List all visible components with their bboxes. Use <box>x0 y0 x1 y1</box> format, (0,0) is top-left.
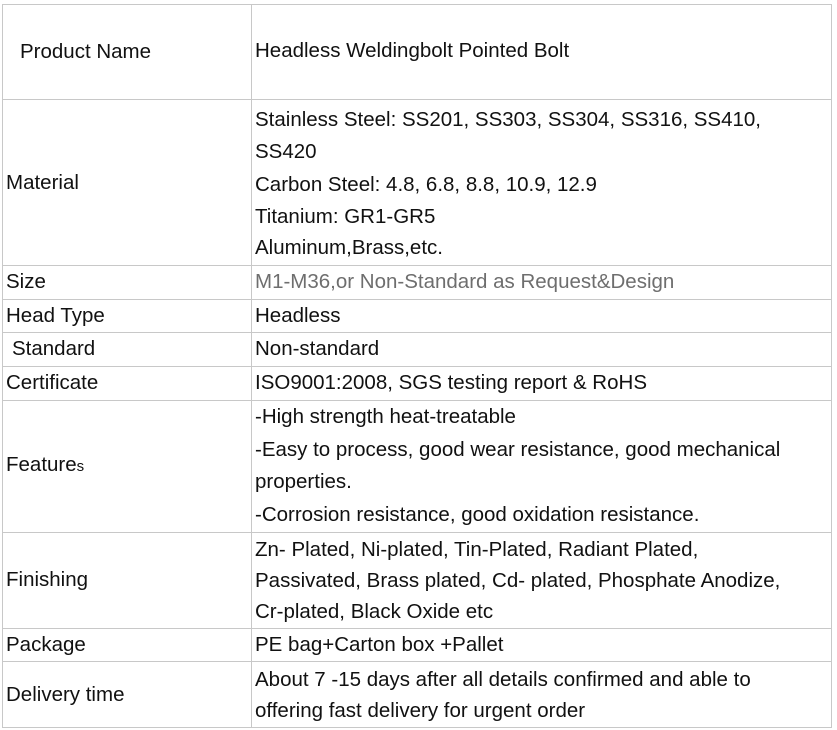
value-line: Passivated, Brass plated, Cd- plated, Phosphate Anodize, <box>255 568 781 592</box>
label-text: Material <box>6 170 79 194</box>
value-line: -High strength heat-treatable <box>255 405 516 428</box>
value-line: PE bag+Carton box +Pallet <box>255 632 504 656</box>
value-line: Headless <box>255 303 341 327</box>
value-line: -Corrosion resistance, good oxidation resistance. <box>255 502 700 526</box>
value-line: Headless Weldingbolt Pointed Bolt <box>255 39 570 62</box>
row-value <box>252 266 832 300</box>
row-value <box>252 628 832 662</box>
label-text: Standard <box>12 337 96 361</box>
label-text: Head Type <box>6 303 105 327</box>
value-line: offering fast delivery for urgent order <box>255 698 586 722</box>
table-row <box>3 100 832 266</box>
row-label <box>3 400 252 532</box>
table-row <box>3 628 832 662</box>
row-value <box>252 662 832 728</box>
value-line: -Easy to process, good wear resistance, good mechanical <box>255 437 781 461</box>
row-value <box>252 366 832 400</box>
value-line: Stainless Steel: SS201, SS303, SS304, SS316, SS410, <box>255 107 762 131</box>
row-label <box>3 366 252 400</box>
row-label <box>3 266 252 300</box>
row-value <box>252 5 832 100</box>
label-text: Size <box>6 270 46 294</box>
value-line: properties. <box>255 470 352 493</box>
row-label <box>3 628 252 662</box>
table-row <box>3 299 832 333</box>
value-line: Carbon Steel: 4.8, 6.8, 8.8, 10.9, 12.9 <box>255 172 597 196</box>
label-suffix: s <box>76 458 85 475</box>
table-row <box>3 366 832 400</box>
value-line: Zn- Plated, Ni-plated, Tin-Plated, Radiant Plated, <box>255 537 699 561</box>
value-line: Aluminum,Brass,etc. <box>255 235 443 259</box>
value-line: ISO9001:2008, SGS testing report & RoHS <box>255 370 647 394</box>
row-value <box>252 299 832 333</box>
value-line: SS420 <box>255 140 317 163</box>
table-row <box>3 333 832 367</box>
label-text: Certificate <box>6 371 99 394</box>
row-label <box>3 333 252 367</box>
label-text: Package <box>6 632 86 656</box>
value-line: About 7 -15 days after all details confirmed and able to <box>255 667 751 691</box>
value-line: Cr-plated, Black Oxide etc <box>255 599 494 623</box>
table-row <box>3 532 832 628</box>
row-value <box>252 532 832 628</box>
label-text: Delivery time <box>6 682 125 706</box>
table-row <box>3 662 832 728</box>
product-spec-table <box>2 4 832 728</box>
row-value <box>252 333 832 367</box>
table-row <box>3 5 832 100</box>
table-row <box>3 266 832 300</box>
row-label <box>3 662 252 728</box>
row-label <box>3 100 252 266</box>
table-row <box>3 400 832 532</box>
row-label <box>3 5 252 100</box>
row-label <box>3 532 252 628</box>
row-label <box>3 299 252 333</box>
value-line: Titanium: GR1-GR5 <box>255 205 436 228</box>
row-value <box>252 400 832 532</box>
row-value <box>252 100 832 266</box>
value-line: Non-standard <box>255 337 380 360</box>
value-line: M1-M36,or Non-Standard as Request&Design <box>255 270 675 293</box>
label-text: Finishing <box>6 568 89 591</box>
label-text: Product Name <box>20 40 152 63</box>
label-text: Feature <box>6 453 77 476</box>
